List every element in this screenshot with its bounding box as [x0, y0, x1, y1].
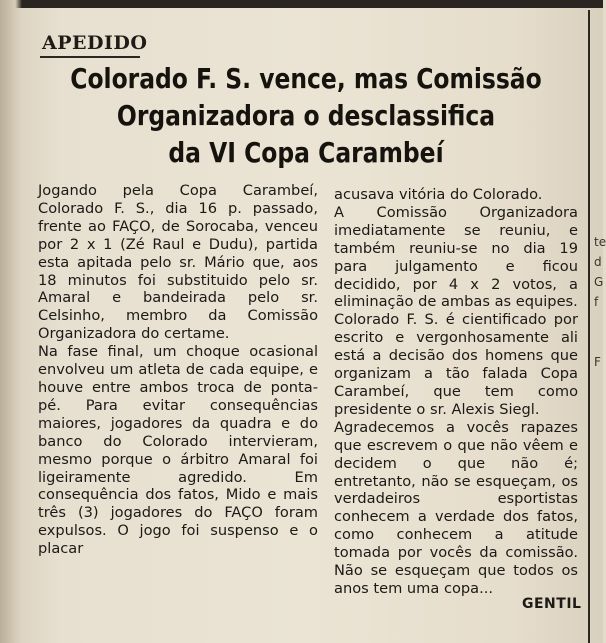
adjacent-column-fragment: te d G f F — [594, 235, 606, 369]
article-column-right — [334, 186, 578, 598]
headline — [46, 60, 567, 171]
headline-line-2: Organizadora o desclassifica — [116, 99, 496, 132]
column-rule — [588, 10, 590, 643]
article-text-left: Jogando pela Copa Carambeí, Colorado F. S., dia 16 p. passado, frente ao FAÇO, de Sorocaba, venceu por 2 x 1 (Zé Raul e Dudu), partida esta apitada pelo sr. Mário que, aos 18 minutos foi substituido pelo sr. Amaral e bandeirada pelo sr. Celsinho, membro da Comissão Organizadora do certame. Na fase final, um choque ocasional envolveu um atleta de cada equipe, e houve entre ambos troca de ponta-pé. Para evitar consequências maiores, jogadores da quadra e do banco do Colorado intervieram, mesmo porque o árbitro Amaral foi ligeiramente agredido. Em consequência dos fatos, Mido e mais três (3) jogadores do FAÇO foram expulsos. O jogo foi suspenso e o placar — [38, 182, 318, 558]
article-column-left — [38, 182, 318, 558]
page-gutter-shadow — [0, 0, 22, 643]
headline-line-3: da VI Copa Carambeí — [168, 136, 444, 169]
author-signature: GENTIL — [522, 596, 582, 612]
kicker-underline — [40, 56, 140, 58]
article-text-right: acusava vitória do Colorado. A Comissão Organizadora imediatamente se reuniu, e também reuniu-se no dia 19 para julgamento e ficou decidido, por 4 x 2 votos, a eliminação de ambas as equipes. Colorado F. S. é cientificado por escrito e vergonhosamente ali está a decisão dos homens que organizam a tão falada Copa Carambeí, que tem como presidente o sr. Alexis Siegl. Agradecemos a vocês rapazes que escrevem o que não vêem e decidem o que não é; entretanto, não se esqueçam, os verdadeiros esportistas conhecem a verdade dos fatos, como conhecem a atitude tomada por vocês da comissão. Não se esqueçam que todos os anos tem uma copa... — [334, 186, 578, 597]
section-kicker: APEDIDO — [42, 32, 148, 54]
top-border — [0, 0, 603, 8]
headline-line-1: Colorado F. S. vence, mas Comissão — [70, 62, 542, 95]
